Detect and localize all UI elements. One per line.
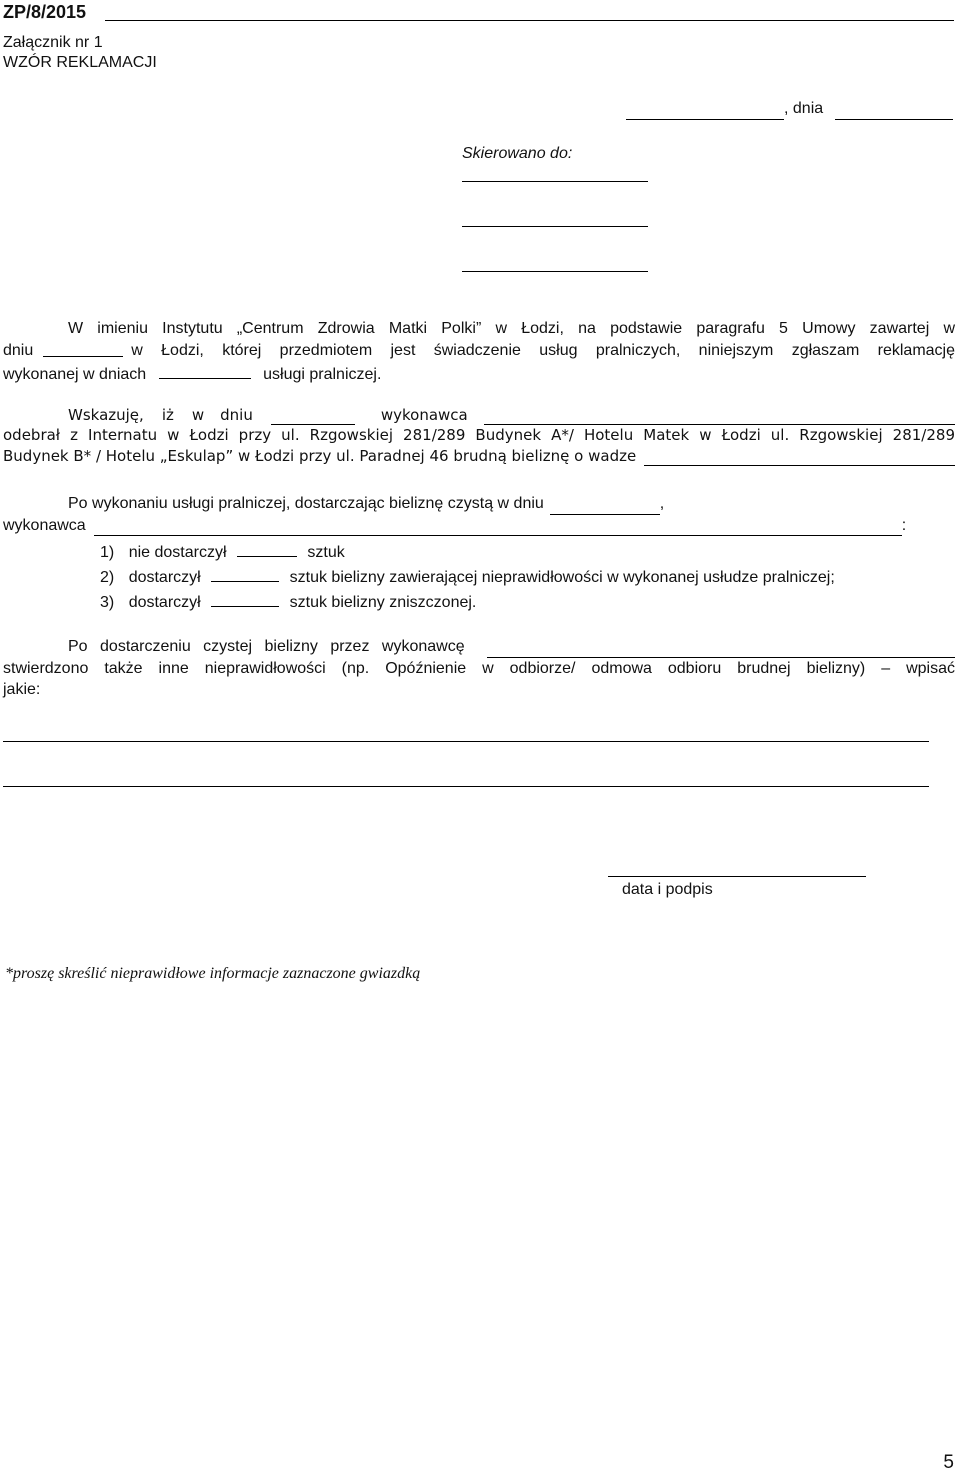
text-delivery: Po wykonaniu usługi pralniczej, dostarczając bieliznę czystą w dniu [68,495,544,512]
paragraph-line [3,340,955,362]
item-number: 2) [100,568,115,586]
addressee-line-3[interactable] [462,271,648,272]
text-colon: : [901,516,907,534]
count-blank[interactable] [211,589,279,607]
list-item [100,539,345,563]
paragraph-line [3,636,955,658]
paragraph-line [3,446,955,466]
text-contract: w Łodzi, której przedmiotem jest świadczenie usług pralniczych, niniejszym zgłaszam reklamację [131,341,955,359]
item-text: sztuk bielizny zniszczonej. [289,593,477,611]
paragraph-indication [3,405,955,466]
header-rule [105,20,954,21]
contractor-blank[interactable] [94,518,902,536]
date-blank[interactable] [835,102,953,120]
notes-line-2[interactable] [3,786,929,787]
date-row [626,98,953,120]
other-issues-blank[interactable] [487,640,955,658]
paragraph-line [3,515,955,537]
paragraph-line [3,361,955,385]
text-day: dniu [3,341,34,359]
text-indicate: Wskazuję, [68,406,144,424]
addressee-label: Skierowano do: [462,145,573,162]
list-item [100,564,835,588]
weight-blank[interactable] [644,449,955,466]
signature-label: data i podpis [622,881,713,898]
notes-line-1[interactable] [3,741,929,742]
addressee-line-1[interactable] [462,181,648,182]
place-blank[interactable] [626,102,784,120]
text-service: usługi pralniczej. [263,365,382,383]
paragraph-line: odebrał z Internatu w Łodzi przy ul. Rzgowskiej 281/289 Budynek A*/ Hotelu Matek w Łodzi ul. Rzgowskiej 281/289 [3,426,955,445]
item-text: dostarczył [128,593,201,611]
text-contractor: wykonawca [380,406,468,424]
page-number: 5 [943,1452,954,1473]
document-id: ZP/8/2015 [3,2,87,22]
item-text: sztuk bielizny zawierającej nieprawidłowości w wykonanej usłudze pralniczej; [289,568,835,586]
item-number: 1) [100,543,115,561]
delivery-date-blank[interactable] [550,497,660,515]
contract-date-blank[interactable] [43,340,123,358]
list-item [100,589,476,613]
text-that: iż [161,406,174,424]
text-comma: , [659,495,665,512]
item-text: nie dostarczył [128,543,227,561]
paragraph-line: stwierdzono także inne nieprawidłowości (np. Opóźnienie w odbiorze/ odmowa odbioru brudnej bielizny) – wpisać [3,659,955,677]
text-in: w [191,406,205,424]
pickup-date-blank[interactable] [271,409,355,426]
paragraph-line: W imieniu Instytutu „Centrum Zdrowia Matki Polki” w Łodzi, na podstawie paragrafu 5 Umowy zawartej w [68,320,955,337]
item-text: dostarczył [128,568,201,586]
item-number: 3) [100,593,115,611]
form-title: WZÓR REKLAMACJI [3,54,157,71]
text-contractor: wykonawca [3,516,86,534]
text-days: wykonanej w dniach [3,365,147,383]
count-blank[interactable] [237,539,297,557]
date-label: , dnia [784,100,824,117]
signature-line[interactable] [608,876,866,877]
contractor-name-blank[interactable] [484,409,955,426]
text-day: dniu [220,406,253,424]
paragraph-complaint [3,318,955,386]
count-blank[interactable] [211,564,279,582]
attachment-label: Załącznik nr 1 [3,34,103,51]
item-text: sztuk [307,543,345,561]
footnote: *proszę skreślić nieprawidłowe informacje zaznaczone gwiazdką [5,965,421,982]
text-weight: Budynek B* / Hotelu „Eskulap” w Łodzi przy ul. Paradnej 46 brudną bieliznę o wadze [3,446,637,465]
paragraph-line [3,493,955,515]
paragraph-other-issues [3,636,955,701]
paragraph-delivery [3,493,955,536]
text-after-delivery: Po dostarczeniu czystej bielizny przez wykonawcę [68,638,465,655]
paragraph-line [3,405,955,425]
addressee-line-2[interactable] [462,226,648,227]
paragraph-line: jakie: [3,681,41,699]
service-dates-blank[interactable] [159,361,251,379]
